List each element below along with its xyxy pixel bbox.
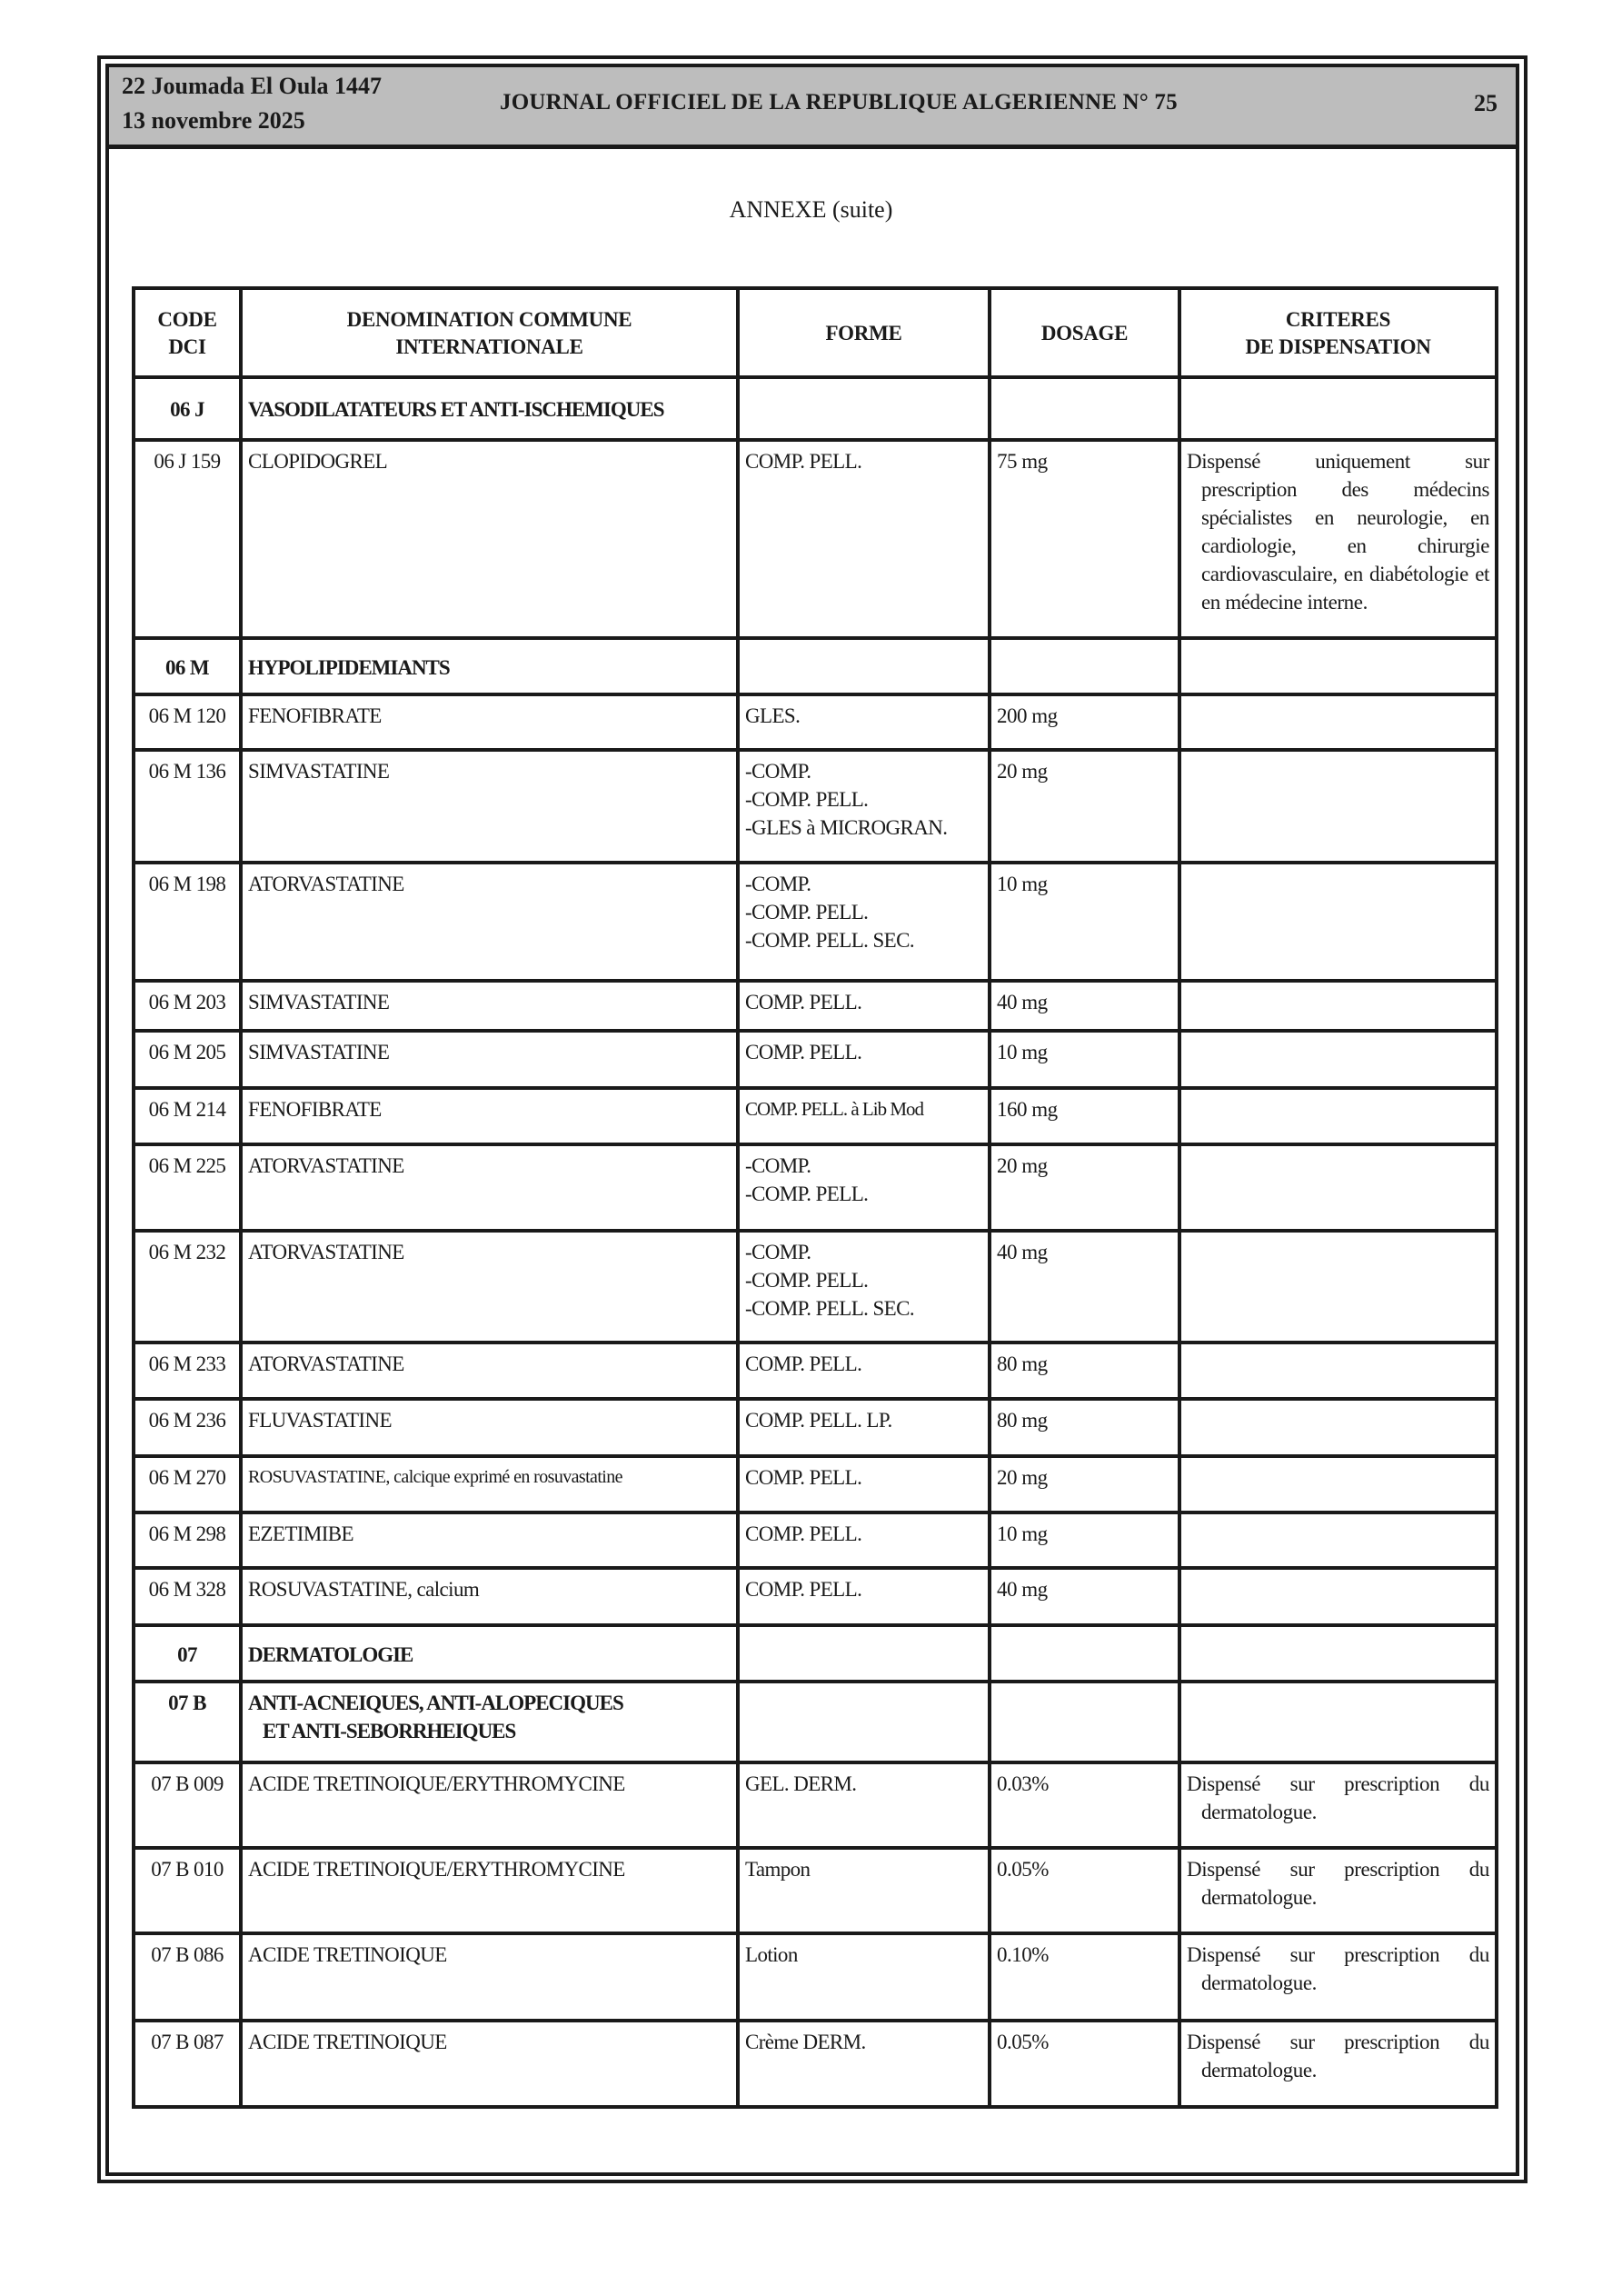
table-row <box>134 1933 1497 2021</box>
annexe-table <box>132 286 1498 2109</box>
dci-code: 06 M 214 <box>134 1088 241 1144</box>
dci-name: ATORVASTATINE <box>241 863 738 981</box>
forme-cell <box>738 750 990 863</box>
dosage-value: 0.10% <box>990 1933 1179 2021</box>
section-code: 06 J <box>134 377 241 440</box>
dci-name: ACIDE TRETINOIQUE/ERYTHROMYCINE <box>241 1762 738 1848</box>
forme-cell <box>738 1933 990 2021</box>
column-header-code <box>134 288 241 377</box>
table-row <box>134 694 1497 750</box>
table-row <box>134 1399 1497 1456</box>
annexe-title: ANNEXE (suite) <box>729 196 893 223</box>
section-row <box>134 377 1497 440</box>
criteres-text <box>1179 1568 1497 1625</box>
dosage-value: 20 mg <box>990 750 1179 863</box>
dci-name: ROSUVASTATINE, calcique exprimé en rosuvastatine <box>241 1456 738 1512</box>
hijri-date: 22 Joumada El Oula 1447 <box>122 73 383 99</box>
criteres-text-content: Dispensé sur prescription du dermatologue. <box>1187 1858 1489 1909</box>
forme-line: GLES. <box>745 704 801 727</box>
dci-code: 06 J 159 <box>134 440 241 638</box>
forme-line: -COMP. <box>745 760 811 783</box>
table-row <box>134 981 1497 1031</box>
dci-code: 06 M 298 <box>134 1512 241 1568</box>
table-row <box>134 1512 1497 1568</box>
forme-line: Tampon <box>745 1858 811 1881</box>
criteres-text <box>1179 2021 1497 2107</box>
dci-code: 06 M 198 <box>134 863 241 981</box>
criteres-text <box>1179 1456 1497 1512</box>
forme-line: -GLES à MICROGRAN. <box>745 816 948 839</box>
column-header-dosage: DOSAGE <box>990 288 1179 377</box>
forme-line: -COMP. PELL. SEC. <box>745 1297 914 1320</box>
forme-line: COMP. PELL. à Lib Mod <box>745 1098 924 1120</box>
dosage-cell <box>990 377 1179 440</box>
forme-line: -COMP. PELL. <box>745 788 869 811</box>
section-row <box>134 1682 1497 1762</box>
forme-line: -COMP. <box>745 1241 811 1263</box>
dci-name: ACIDE TRETINOIQUE <box>241 2021 738 2107</box>
dosage-value: 160 mg <box>990 1088 1179 1144</box>
forme-line: -COMP. PELL. <box>745 901 869 923</box>
forme-line: -COMP. PELL. <box>745 1269 869 1292</box>
forme-line: COMP. PELL. <box>745 1578 862 1601</box>
dci-code: 06 M 233 <box>134 1343 241 1399</box>
table-row <box>134 2021 1497 2107</box>
column-header-name <box>241 288 738 377</box>
criteres-text <box>1179 863 1497 981</box>
forme-cell <box>738 1031 990 1088</box>
criteres-text <box>1179 1343 1497 1399</box>
forme-cell <box>738 638 990 694</box>
dci-name: SIMVASTATINE <box>241 750 738 863</box>
section-code: 07 B <box>134 1682 241 1762</box>
criteres-text <box>1179 1031 1497 1088</box>
criteres-cell <box>1179 1682 1497 1762</box>
criteres-text-content: Dispensé sur prescription du dermatologue. <box>1187 1943 1489 1994</box>
page-number: 25 <box>1474 90 1498 116</box>
dci-name: ATORVASTATINE <box>241 1144 738 1231</box>
forme-cell <box>738 440 990 638</box>
dci-name: CLOPIDOGREL <box>241 440 738 638</box>
column-header-code-line2: DCI <box>168 335 206 358</box>
dosage-value: 10 mg <box>990 1031 1179 1088</box>
dosage-cell <box>990 1682 1179 1762</box>
section-name <box>241 1682 738 1762</box>
gregorian-date: 13 novembre 2025 <box>122 107 305 134</box>
criteres-text <box>1179 750 1497 863</box>
dci-code: 06 M 225 <box>134 1144 241 1231</box>
criteres-text <box>1179 1231 1497 1343</box>
dci-code: 07 B 010 <box>134 1848 241 1933</box>
forme-line: -COMP. <box>745 873 811 895</box>
dosage-value: 80 mg <box>990 1343 1179 1399</box>
forme-line: COMP. PELL. <box>745 1466 862 1489</box>
table-row <box>134 1456 1497 1512</box>
section-code: 06 M <box>134 638 241 694</box>
dci-code: 06 M 136 <box>134 750 241 863</box>
dosage-value: 40 mg <box>990 981 1179 1031</box>
dci-name: FENOFIBRATE <box>241 694 738 750</box>
forme-line: COMP. PELL. <box>745 991 862 1013</box>
dosage-cell <box>990 1625 1179 1682</box>
forme-line: Lotion <box>745 1943 798 1966</box>
forme-line: -COMP. PELL. SEC. <box>745 929 914 952</box>
criteres-text-content: Dispensé uniquement sur prescription des médecins spécialistes en neurologie, en cardiologie, en chirurgie cardiovasculaire, en diabétologie et en médecine interne. <box>1187 450 1489 614</box>
table-row <box>134 1031 1497 1088</box>
column-header-name-line2: INTERNATIONALE <box>395 335 583 358</box>
dosage-value: 20 mg <box>990 1456 1179 1512</box>
dci-code: 06 M 205 <box>134 1031 241 1088</box>
forme-cell <box>738 1625 990 1682</box>
criteres-text <box>1179 694 1497 750</box>
criteres-cell <box>1179 638 1497 694</box>
forme-line: -COMP. PELL. <box>745 1183 869 1205</box>
dosage-value: 0.03% <box>990 1762 1179 1848</box>
dosage-value: 0.05% <box>990 1848 1179 1933</box>
table-row <box>134 1343 1497 1399</box>
forme-cell <box>738 1682 990 1762</box>
column-header-criteres <box>1179 288 1497 377</box>
dci-name: SIMVASTATINE <box>241 981 738 1031</box>
table-row <box>134 440 1497 638</box>
dci-code: 06 M 270 <box>134 1456 241 1512</box>
table-row <box>134 1144 1497 1231</box>
table-row <box>134 750 1497 863</box>
forme-cell <box>738 863 990 981</box>
dci-code: 06 M 203 <box>134 981 241 1031</box>
criteres-text <box>1179 1512 1497 1568</box>
column-header-code-line1: CODE <box>157 308 217 331</box>
forme-cell <box>738 1456 990 1512</box>
forme-cell <box>738 1343 990 1399</box>
dci-code: 07 B 087 <box>134 2021 241 2107</box>
forme-line: COMP. PELL. LP. <box>745 1409 892 1432</box>
criteres-text-content: Dispensé sur prescription du dermatologue. <box>1187 2031 1489 2081</box>
criteres-text <box>1179 440 1497 638</box>
dci-name: ROSUVASTATINE, calcium <box>241 1568 738 1625</box>
column-header-name-line1: DENOMINATION COMMUNE <box>346 308 632 331</box>
dosage-value: 40 mg <box>990 1568 1179 1625</box>
dosage-value: 40 mg <box>990 1231 1179 1343</box>
dci-code: 06 M 236 <box>134 1399 241 1456</box>
dci-name: ACIDE TRETINOIQUE <box>241 1933 738 2021</box>
forme-line: COMP. PELL. <box>745 450 862 473</box>
dci-name: ATORVASTATINE <box>241 1343 738 1399</box>
section-name-line: ET ANTI-SEBORRHEIQUES <box>263 1720 516 1742</box>
dci-name: EZETIMIBE <box>241 1512 738 1568</box>
column-header-criteres-line1: CRITERES <box>1285 308 1391 331</box>
dci-name: FLUVASTATINE <box>241 1399 738 1456</box>
criteres-text <box>1179 1848 1497 1933</box>
forme-cell <box>738 1231 990 1343</box>
dosage-value: 75 mg <box>990 440 1179 638</box>
forme-cell <box>738 377 990 440</box>
dci-code: 07 B 009 <box>134 1762 241 1848</box>
dosage-value: 20 mg <box>990 1144 1179 1231</box>
forme-cell <box>738 694 990 750</box>
table-row <box>134 1231 1497 1343</box>
forme-cell <box>738 1848 990 1933</box>
dosage-value: 200 mg <box>990 694 1179 750</box>
dci-code: 06 M 328 <box>134 1568 241 1625</box>
journal-title: JOURNAL OFFICIEL DE LA REPUBLIQUE ALGERIENNE N° 75 <box>500 90 1178 115</box>
forme-line: COMP. PELL. <box>745 1041 862 1063</box>
dci-name: SIMVASTATINE <box>241 1031 738 1088</box>
criteres-cell <box>1179 377 1497 440</box>
dci-code: 06 M 232 <box>134 1231 241 1343</box>
dci-code: 06 M 120 <box>134 694 241 750</box>
forme-line: -COMP. <box>745 1154 811 1177</box>
section-code: 07 <box>134 1625 241 1682</box>
criteres-text <box>1179 1144 1497 1231</box>
criteres-text-content: Dispensé sur prescription du dermatologue. <box>1187 1772 1489 1823</box>
dci-name: FENOFIBRATE <box>241 1088 738 1144</box>
section-row <box>134 638 1497 694</box>
forme-cell <box>738 1144 990 1231</box>
criteres-text <box>1179 1399 1497 1456</box>
dosage-cell <box>990 638 1179 694</box>
table-header-row <box>134 288 1497 377</box>
forme-cell <box>738 981 990 1031</box>
section-name: DERMATOLOGIE <box>241 1625 738 1682</box>
section-name: HYPOLIPIDEMIANTS <box>241 638 738 694</box>
table-row <box>134 1762 1497 1848</box>
table-row <box>134 1848 1497 1933</box>
criteres-cell <box>1179 1625 1497 1682</box>
dosage-value: 10 mg <box>990 863 1179 981</box>
dosage-value: 80 mg <box>990 1399 1179 1456</box>
table-body <box>134 377 1497 2107</box>
forme-cell <box>738 1568 990 1625</box>
forme-line: Crème DERM. <box>745 2031 866 2053</box>
forme-cell <box>738 1512 990 1568</box>
forme-cell <box>738 1762 990 1848</box>
forme-cell <box>738 1088 990 1144</box>
criteres-text <box>1179 1762 1497 1848</box>
dosage-value: 10 mg <box>990 1512 1179 1568</box>
table-row <box>134 1088 1497 1144</box>
table-row <box>134 1568 1497 1625</box>
column-header-forme: FORME <box>738 288 990 377</box>
criteres-text <box>1179 981 1497 1031</box>
dci-name: ATORVASTATINE <box>241 1231 738 1343</box>
column-header-criteres-line2: DE DISPENSATION <box>1245 335 1431 358</box>
criteres-text <box>1179 1088 1497 1144</box>
section-name-line: ANTI-ACNEIQUES, ANTI-ALOPECIQUES <box>248 1692 623 1714</box>
dci-code: 07 B 086 <box>134 1933 241 2021</box>
forme-cell <box>738 1399 990 1456</box>
section-row <box>134 1625 1497 1682</box>
criteres-text <box>1179 1933 1497 2021</box>
forme-line: COMP. PELL. <box>745 1353 862 1375</box>
dosage-value: 0.05% <box>990 2021 1179 2107</box>
forme-line: GEL. DERM. <box>745 1772 857 1795</box>
forme-cell <box>738 2021 990 2107</box>
journal-header <box>109 67 1516 149</box>
table-row <box>134 863 1497 981</box>
dci-name: ACIDE TRETINOIQUE/ERYTHROMYCINE <box>241 1848 738 1933</box>
section-name: VASODILATATEURS ET ANTI-ISCHEMIQUES <box>241 377 738 440</box>
forme-line: COMP. PELL. <box>745 1522 862 1545</box>
